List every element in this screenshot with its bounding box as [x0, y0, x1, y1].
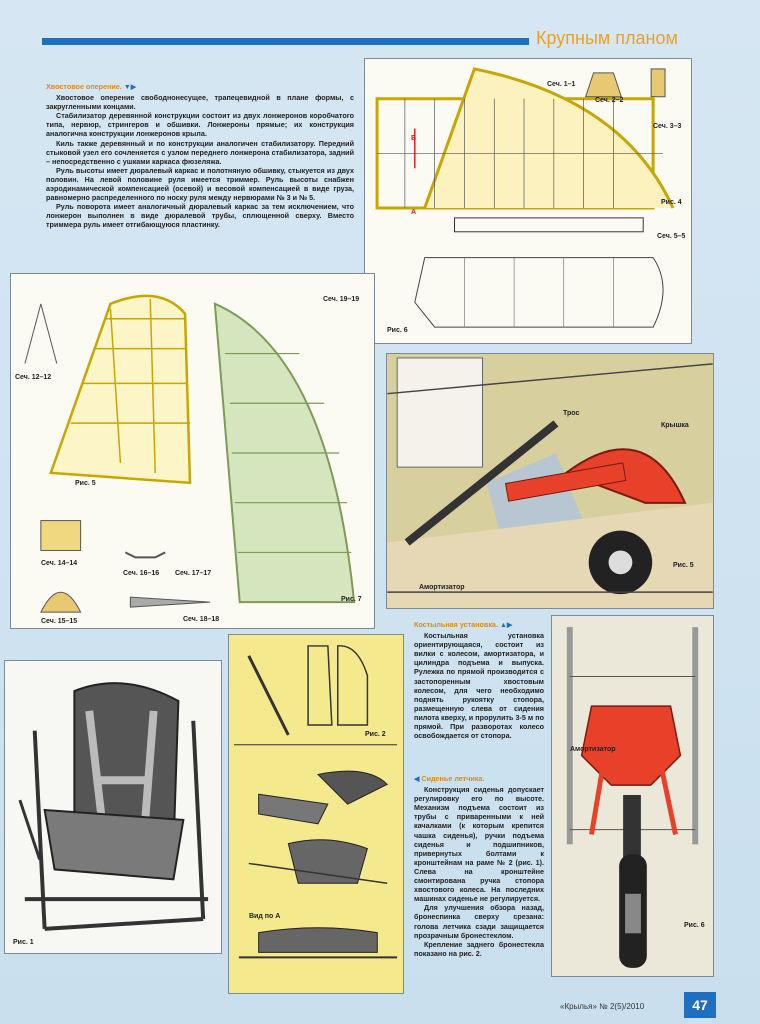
figure-stabilizer-drawing	[364, 58, 692, 344]
figure-armor-glass	[228, 634, 404, 994]
tail-paragraph: Руль высоты имеет дюралевый каркас и полотняную обшивку, стыкуется из двух половин. На левой половине руля имеется триммер. Руль высоты снабжен аэродинамической компенсацией (осевой) и весовой компенсацией в виде груза, равномерно распределенного по носку руля между нервюрами № 3 и № 5.	[46, 165, 354, 203]
tail-section-text	[46, 82, 354, 230]
stabilizer-drawing	[365, 59, 691, 343]
label-section-12: Сеч. 12–12	[15, 374, 52, 381]
figure-caption: Рис. 5	[75, 480, 96, 487]
figure-tailwheel-illustration	[386, 353, 714, 609]
figure-pilot-seat	[4, 660, 222, 954]
nav-arrows-icon: ▲▶	[499, 622, 513, 629]
label-section-1: Сеч. 1–1	[547, 81, 576, 88]
tail-paragraph: Киль также деревянный и по конструкции аналогичен стабилизатору. Передний стыковой узел его сочленяется с узлом переднего лонжерона стабилизатора, задний – непосредственно с ушками каркаса фюзеляжа.	[46, 138, 354, 166]
pilot-seat-drawing	[5, 661, 221, 953]
label-section-16: Сеч. 16–16	[123, 570, 160, 577]
label-section-2: Сеч. 2–2	[595, 97, 624, 104]
tail-section-heading: Хвостовое оперение. ▼▶	[46, 82, 137, 91]
label-section-17: Сеч. 17–17	[175, 570, 212, 577]
nav-arrows-icon: ▼▶	[123, 84, 137, 91]
seat-paragraph: Крепление заднего бронестекла показано на рис. 2.	[414, 939, 544, 958]
section-title: Крупным планом	[536, 28, 678, 48]
nav-arrow-icon: ◀	[414, 776, 420, 783]
figure-caption: Рис. 6	[387, 327, 408, 334]
tailwheel-section-text	[414, 620, 544, 740]
label-section-18: Сеч. 18–18	[183, 616, 220, 623]
figure-tailwheel-front	[551, 615, 714, 977]
label-view-a: Вид по А	[249, 913, 281, 920]
page-number: 47	[684, 992, 716, 1018]
magazine-footer: «Крылья» № 2(5)/2010	[560, 1002, 645, 1011]
label-a: А	[411, 209, 417, 216]
figure-fin-rudder-drawing	[10, 273, 375, 629]
label-section-5: Сеч. 5–5	[657, 233, 686, 240]
armor-glass-drawing	[229, 635, 403, 993]
tail-paragraph: Стабилизатор деревянной конструкции состоит из двух лонжеронов коробчатого типа, нервюр, стрингеров и обшивки. Лонжероны прямые; их конструкция аналогична конструкции лонжеронов крыла.	[46, 111, 354, 139]
figure-caption: Рис. 5	[673, 562, 694, 569]
seat-section-heading: ◀ Сиденье летчика.	[414, 774, 485, 783]
tail-paragraph: Хвостовое оперение свободнонесущее, трапецевидной в плане формы, с закругленными концами.	[46, 93, 354, 112]
label-section-14: Сеч. 14–14	[41, 560, 78, 567]
tailwheel-paragraph: Костыльная установка ориентирующаяся, состоит из вилки с колесом, амортизатора, и цилиндра подъема и выпуска. Рулежка по прямой производится с застопоренным хвостовым колесом, для чего необходимо поднять рукоятку стопора, размещенную слева от сидения пилота кверху, и прорулить 3-5 м по прямой. При разворотах колесо освобождается от стопора.	[414, 631, 544, 741]
tail-paragraph: Руль поворота имеет аналогичный дюралевый каркас за тем исключением, что лонжерон выполнен в виде дюралевой трубы, сплющенной сверху. Вместо триммера руль имеет отгибающуюся пластинку.	[46, 202, 354, 230]
figure-caption: Рис. 6	[684, 922, 705, 929]
figure-caption: Рис. 2	[365, 731, 386, 738]
label-section-15: Сеч. 15–15	[41, 618, 78, 625]
label-amortizator: Амортизатор	[570, 746, 616, 753]
seat-section-text	[414, 774, 544, 958]
seat-paragraph: Для улучшения обзора назад, бронеспинка сверху срезана: голова летчика сзади защищается прозрачным бронестеклом.	[414, 903, 544, 940]
label-fig-4: Рис. 4	[661, 199, 682, 206]
label-amortizator: Амортизатор	[419, 584, 465, 591]
label-section-19: Сеч. 19–19	[323, 296, 360, 303]
figure-caption: Рис. 1	[13, 939, 34, 946]
tailwheel-section-heading: Костыльная установка. ▲▶	[414, 620, 513, 629]
label-b: Б	[411, 135, 417, 142]
header-rule	[42, 38, 529, 45]
label-tros: Трос	[563, 410, 580, 417]
seat-paragraph: Конструкция сиденья допускает регулировку его по высоте. Механизм подъема состоит из трубы с приваренными к ней качалками (к которым крепится чашка сиденья), ручки подъема сиденья и подшипников, привернутых болтами к кронштейнам на раме № 2 (рис. 1). Слева на кронштейне смонтирована ручка стопора хвостового колеса. На последних машинах сиденье не регулируется.	[414, 785, 544, 904]
label-section-3: Сеч. 3–3	[653, 123, 682, 130]
figure-caption: Рис. 7	[341, 596, 362, 603]
label-kryshka: Крышка	[661, 422, 689, 429]
tailwheel-illustration	[387, 354, 713, 608]
